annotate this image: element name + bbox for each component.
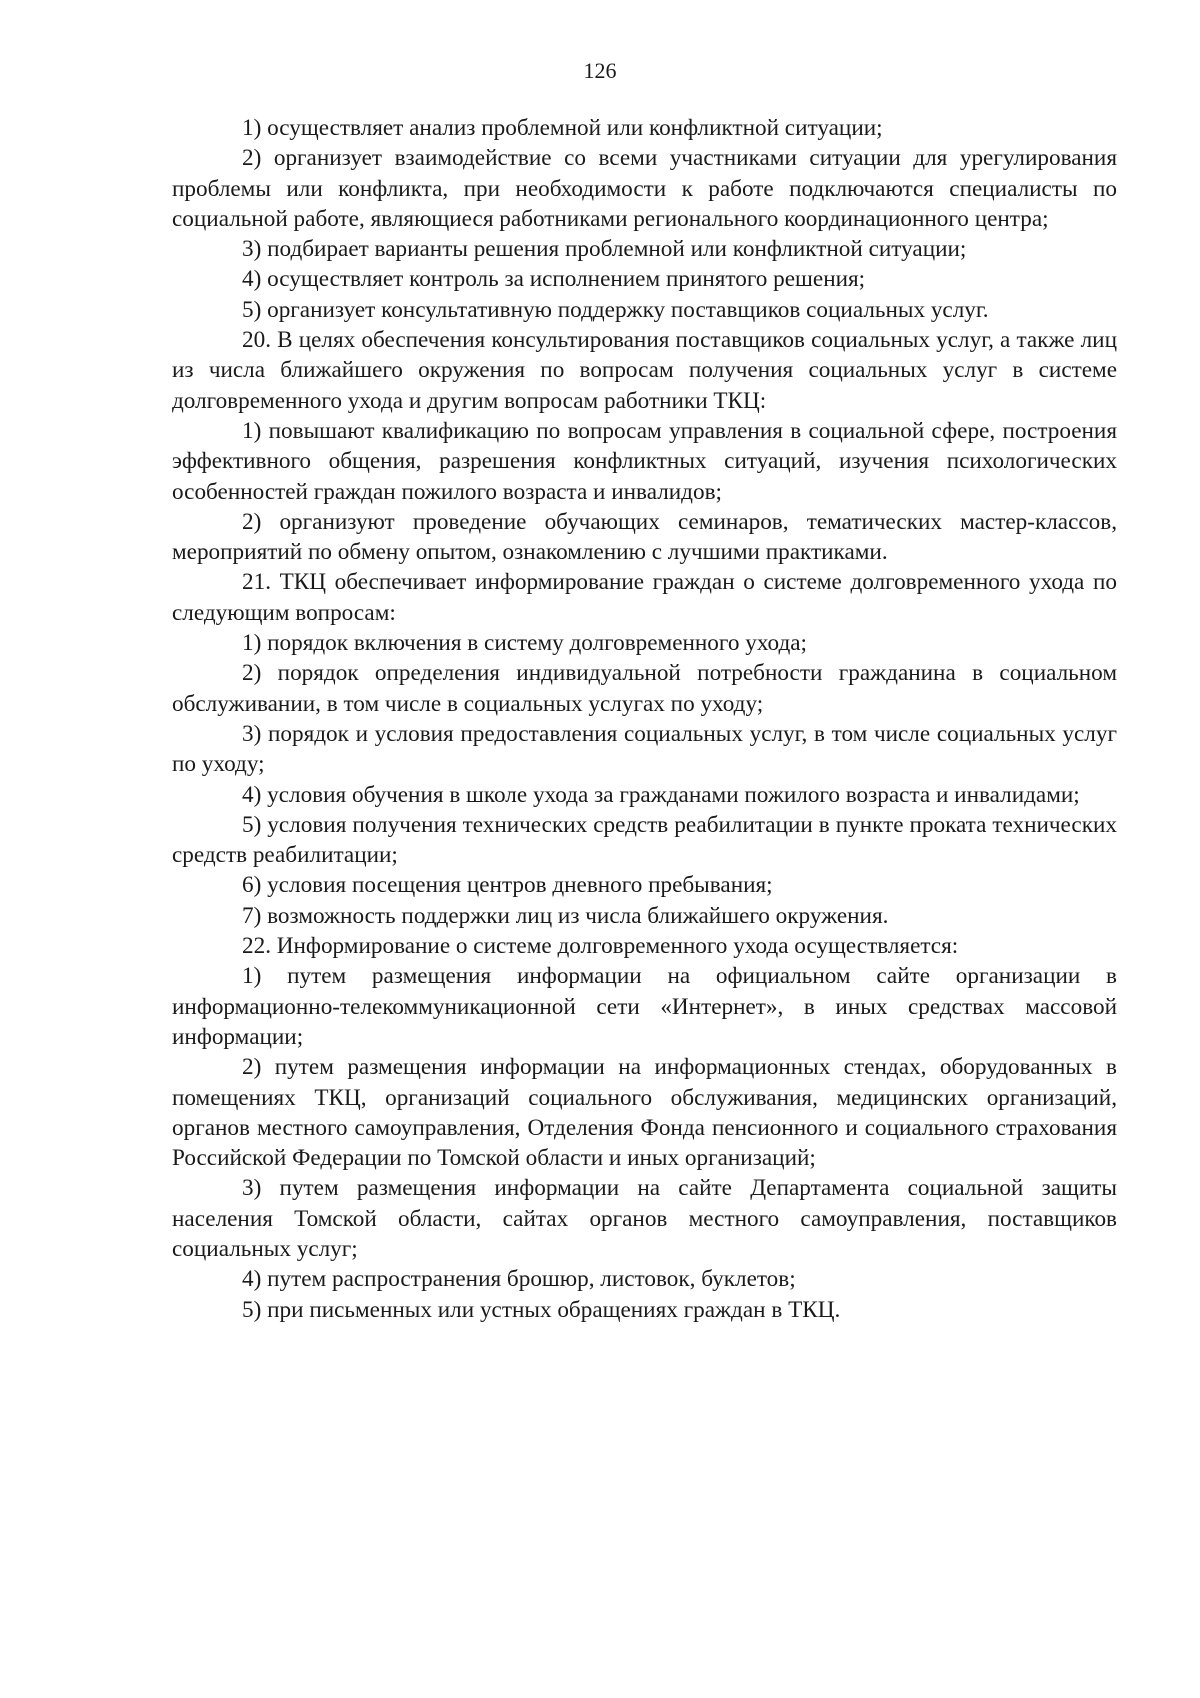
item-19-5: 5) организует консультативную поддержку поставщиков социальных услуг. xyxy=(242,296,989,323)
item-19-1: 1) осуществляет анализ проблемной или конфликтной ситуации; xyxy=(242,115,883,141)
item-21-4: 4) условия обучения в школе ухода за гражданами пожилого возраста и инвалидами; xyxy=(242,781,1080,808)
item-19-2: 2) организует взаимодействие со всеми участниками ситуации для урегулирования проблемы или конфликта, при необходимости к работе подключаются специалисты по социальной работе, являющиеся работниками регионального координационного центра; xyxy=(172,145,1117,232)
section-20: 20. В целях обеспечения консультирования поставщиков социальных услуг, а также лиц из числа ближайшего окружения по вопросам получения социальных услуг в системе долговременного ухода и другим вопросам работники ТКЦ: xyxy=(172,327,1117,414)
item-21-6: 6) условия посещения центров дневного пребывания; xyxy=(242,872,773,899)
item-20-1: 1) повышают квалификацию по вопросам управления в социальной сфере, построения эффективного общения, разрешения конфликтных ситуаций, изучения психологических особенностей граждан пожилого возраста и инвалидов; xyxy=(172,417,1117,505)
item-21-5: 5) условия получения технических средств реабилитации в пункте проката технических средств реабилитации; xyxy=(172,811,1117,869)
item-21-2: 2) порядок определения индивидуальной потребности гражданина в социальном обслуживании, в том числе в социальных услугах по уходу; xyxy=(172,660,1117,717)
item-22-4: 4) путем распространения брошюр, листовок, буклетов; xyxy=(242,1266,796,1293)
item-22-1: 1) путем размещения информации на официальном сайте организации в информационно-телекоммуникационной сети «Интернет», в иных средствах массовой информации; xyxy=(172,963,1117,1050)
item-22-3: 3) путем размещения информации на сайте Департамента социальной защиты населения Томской области, сайтах органов местного самоуправления, поставщиков социальных услуг; xyxy=(172,1175,1117,1262)
item-21-1: 1) порядок включения в систему долговременного ухода; xyxy=(242,630,807,657)
item-19-4: 4) осуществляет контроль за исполнением принятого решения; xyxy=(242,266,866,293)
item-22-5: 5) при письменных или устных обращениях граждан в ТКЦ. xyxy=(242,1296,841,1323)
page-number: 126 xyxy=(583,58,617,83)
item-20-2: 2) организуют проведение обучающих семинаров, тематических мастер-классов, мероприятий по обмену опытом, ознакомлению с лучшими практиками. xyxy=(172,508,1117,566)
document-body xyxy=(172,113,1117,1325)
item-21-3: 3) порядок и условия предоставления социальных услуг, в том числе социальных услуг по уходу; xyxy=(172,720,1117,778)
item-22-2: 2) путем размещения информации на информационных стендах, оборудованных в помещениях ТКЦ, организаций социального обслуживания, медицинских организаций, органов местного самоуправления, Отделения Фонда пенсионного и социального страхования Российской Федерации по Томской области и иных организаций; xyxy=(172,1054,1117,1172)
section-21: 21. ТКЦ обеспечивает информирование граждан о системе долговременного ухода по следующим вопросам: xyxy=(172,569,1117,626)
item-21-7: 7) возможность поддержки лиц из числа ближайшего окружения. xyxy=(242,902,889,929)
section-22: 22. Информирование о системе долговременного ухода осуществляется: xyxy=(242,933,959,960)
item-19-3: 3) подбирает варианты решения проблемной или конфликтной ситуации; xyxy=(242,236,967,263)
